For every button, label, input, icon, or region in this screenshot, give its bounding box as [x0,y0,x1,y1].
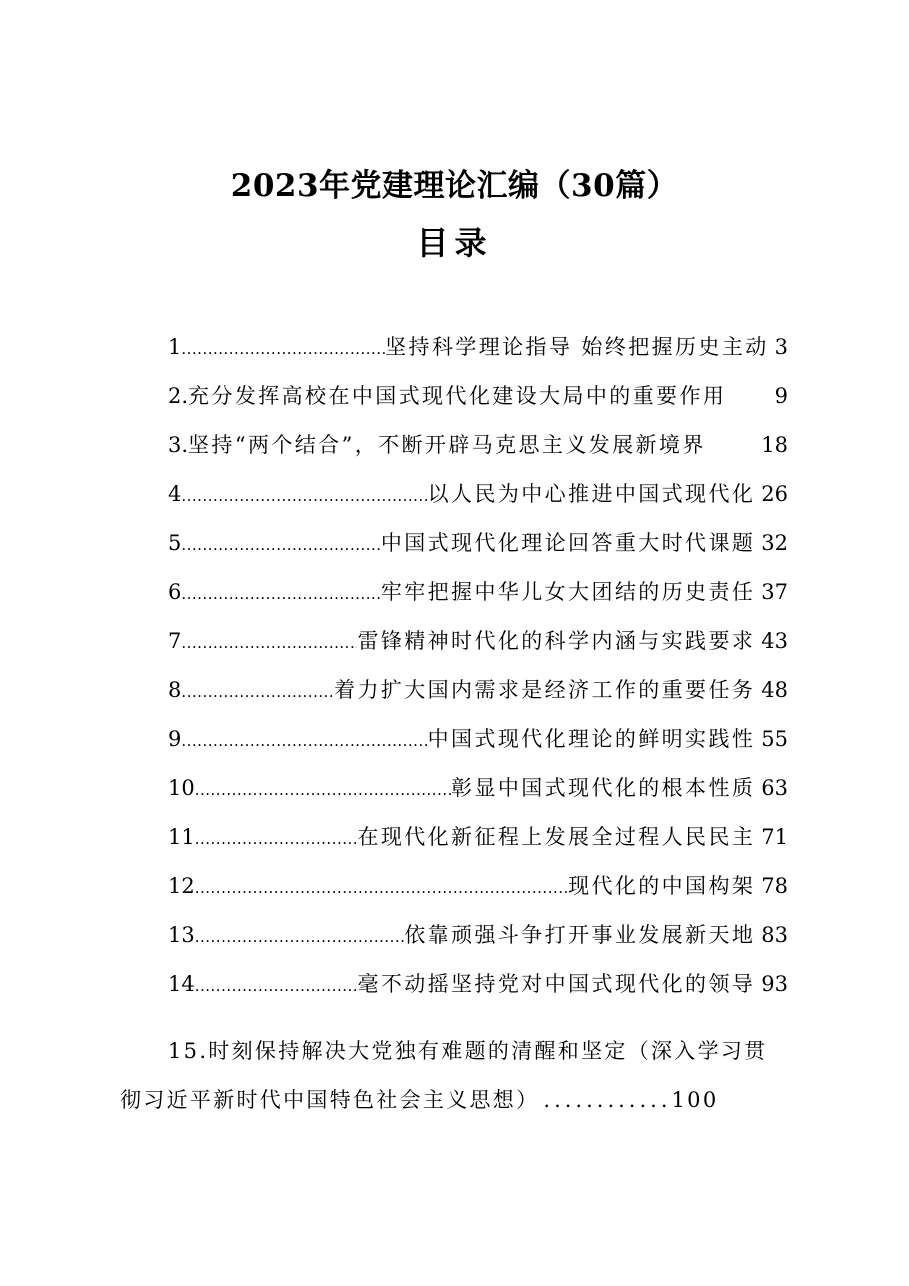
toc-entry[interactable] [168,772,788,821]
toc-entry-title: 牢牢把握中华儿女大团结的历史责任 [380,580,756,604]
toc-page-number: 78 [761,874,788,898]
toc-entry-15-line2 [120,1076,788,1125]
toc-page-number: 83 [761,923,788,947]
toc-entry-number: 13 [168,923,195,947]
toc-entry[interactable] [168,821,788,870]
toc-page-number: 48 [761,678,788,702]
toc-leader-dots [181,732,427,750]
toc-page-number: 37 [761,580,788,604]
toc-entry-number: 3. [168,433,189,457]
toc-leader-dots [181,340,385,358]
toc-entry-title: 现代化的中国构架 [568,874,756,898]
toc-page-number: 26 [761,482,788,506]
toc-leader-dots [195,928,405,946]
toc-leader-dots [181,536,380,554]
toc-entry[interactable] [168,331,788,380]
toc-entry-number: 4 [168,482,182,506]
toc-entry-15[interactable] [120,1027,788,1125]
toc-entry[interactable] [168,968,788,1017]
toc-entry-number: 9 [168,727,182,751]
toc-leader-dots [195,781,451,799]
toc-entry-15-line1: 15.时刻保持解决大党独有难题的清醒和坚定（深入学习贯 [168,1039,768,1063]
toc-entry-title: 依靠顽强斗争打开事业发展新天地 [404,923,756,947]
toc-entry-title: 毫不动摇坚持党对中国式现代化的领导 [357,972,756,996]
toc-entry-title: 在现代化新征程上发展全过程人民民主 [357,825,756,849]
toc-page-number: 3 [774,335,788,359]
toc-entry[interactable] [168,527,788,576]
toc-page-number: 100 [671,1088,719,1112]
toc-entry-number: 8 [168,678,182,702]
toc-leader-dots [195,830,358,848]
document-title: 2023年党建理论汇编（30篇） [230,168,679,204]
toc-entry-number: 2. [168,384,189,408]
toc-entry[interactable] [168,674,788,723]
toc-entry-title: 着力扩大国内需求是经济工作的重要任务 [334,678,756,702]
toc-page-number: 32 [761,531,788,555]
toc-entry[interactable] [168,723,788,772]
toc-leader-dots [181,585,380,603]
toc-page-number: 71 [761,825,788,849]
toc-entry-number: 6 [168,580,182,604]
toc-entry[interactable] [168,478,788,527]
toc-leader-dots [181,634,357,652]
toc-entry[interactable] [168,870,788,919]
toc-leader-dots [181,487,427,505]
toc-entry[interactable] [168,625,788,674]
toc-page-number: 9 [774,384,788,408]
toc-entry[interactable] [168,576,788,625]
toc-heading: 目录 [416,224,493,262]
toc-entry-number: 10 [168,776,195,800]
toc-entry-number: 11 [168,825,195,849]
toc-entry-title: 雷锋精神时代化的科学内涵与实践要求 [357,629,756,653]
toc-entry-title: 充分发挥高校在中国式现代化建设大局中的重要作用 [188,384,727,408]
toc-page-number: 63 [761,776,788,800]
toc-entry-title: 中国式现代化理论回答重大时代课题 [380,531,756,555]
toc-entry-15-line2-text: 彻习近平新时代中国特色社会主义思想） [120,1088,540,1112]
toc-entry-number: 14 [168,972,195,996]
toc-page-number: 93 [761,972,788,996]
toc-entry-title: 坚持“两个结合”，不断开辟马克思主义发展新境界 [188,433,706,457]
toc-entry-title: 坚持科学理论指导 始终把握历史主动 [385,335,769,359]
toc-entry[interactable] [168,380,788,429]
toc-entry-number: 1 [168,335,182,359]
table-of-contents [168,331,788,1017]
toc-entry-number: 12 [168,874,195,898]
toc-leader-dots [195,977,358,995]
toc-leader-dots: ............ [543,1088,672,1112]
toc-entry-title: 以人民为中心推进中国式现代化 [427,482,756,506]
toc-entry-title: 彰显中国式现代化的根本性质 [451,776,756,800]
toc-entry-title: 中国式现代化理论的鲜明实践性 [427,727,756,751]
toc-page-number: 18 [761,433,788,457]
toc-entry-number: 5 [168,531,182,555]
toc-entry[interactable] [168,429,788,478]
toc-leader-dots [195,879,568,897]
toc-page-number: 43 [761,629,788,653]
toc-entry-number: 7 [168,629,182,653]
toc-leader-dots [181,683,334,701]
toc-page-number: 55 [761,727,788,751]
toc-entry[interactable] [168,919,788,968]
